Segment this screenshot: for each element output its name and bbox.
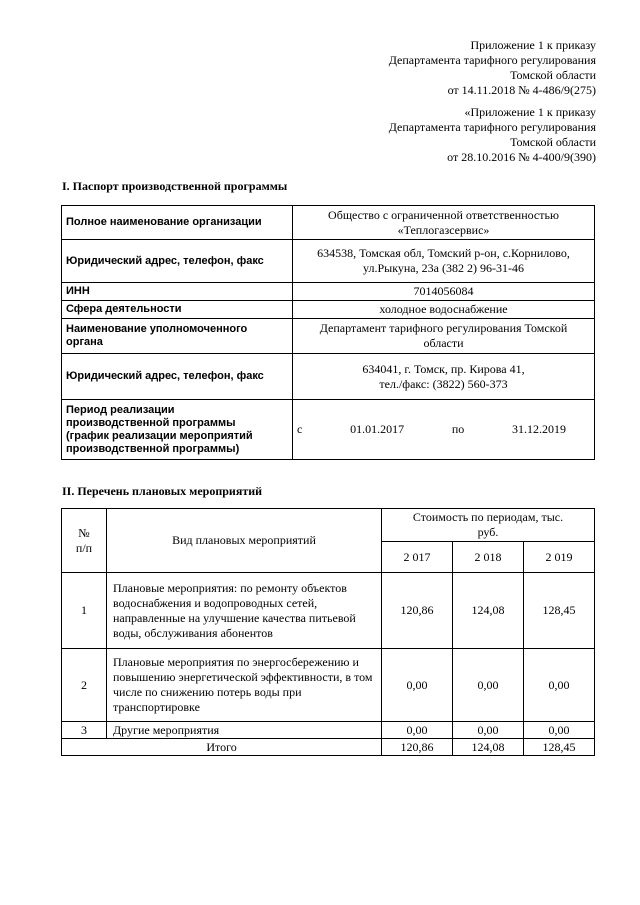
table-row — [62, 240, 595, 283]
cost-value: 0,00 — [524, 722, 595, 739]
cost-value: 124,08 — [453, 573, 524, 649]
header-line: «Приложение 1 к приказу — [464, 105, 596, 119]
section1-title: I. Паспорт производственной программы — [62, 179, 288, 193]
description-line: числе по снижению потерь воды при — [113, 685, 302, 699]
section2-title: II. Перечень плановых мероприятий — [62, 484, 263, 498]
authority-value-line: области — [423, 336, 464, 350]
cost-value: 0,00 — [382, 722, 453, 739]
authority-label-line: Наименование уполномоченного — [66, 323, 248, 335]
table-row — [62, 573, 595, 649]
head-cost-line: Стоимость по периодам, тыс. — [412, 510, 564, 524]
head-number — [62, 509, 107, 573]
cost-value: 0,00 — [382, 649, 453, 722]
head-number-line: № — [78, 525, 90, 540]
total-value: 120,86 — [382, 739, 453, 756]
header-line: от 14.11.2018 № 4-486/9(275) — [447, 83, 596, 97]
header-line: Департамента тарифного регулирования — [388, 53, 596, 67]
description-line: транспортировке — [113, 700, 200, 714]
header-line: Приложение 1 к приказу — [470, 38, 596, 52]
row-number: 2 — [62, 649, 107, 722]
period-label-line: Период реализации — [66, 403, 175, 416]
description-line: Плановые мероприятия по энергосбережению и — [113, 655, 359, 669]
head-type: Вид плановых мероприятий — [107, 509, 382, 573]
row-description — [107, 649, 382, 722]
org-address-line: 634538, Томская обл, Томский р-он, с.Корнилово, — [317, 246, 570, 260]
authority-address-label: Юридический адрес, телефон, факс — [62, 354, 293, 400]
description-line: направленные на улучшение качества питьевой — [113, 610, 356, 625]
period-label — [62, 400, 293, 460]
total-value: 124,08 — [453, 739, 524, 756]
period-from-word: с — [297, 422, 303, 436]
org-name-line: Общество с ограниченной ответственностью — [328, 207, 559, 222]
cost-value: 0,00 — [453, 649, 524, 722]
header-line: от 28.10.2016 № 4-400/9(390) — [447, 150, 596, 164]
row-description — [107, 573, 382, 649]
org-name-line: «Теплогазсервис» — [397, 222, 490, 237]
passport-table — [61, 205, 595, 460]
header-line: Департамента тарифного регулирования — [388, 120, 596, 134]
year-2018: 2 018 — [453, 542, 524, 573]
period-from: 01.01.2017 — [350, 422, 405, 436]
authority-label-line: органа — [66, 336, 103, 348]
planned-measures-table — [61, 508, 595, 756]
description-line: Плановые мероприятия: по ремонту объектов — [113, 580, 347, 595]
org-name-label: Полное наименование организации — [62, 206, 293, 240]
year-2017: 2 017 — [382, 542, 453, 573]
period-range — [297, 422, 590, 437]
period-value — [293, 400, 595, 460]
authority-label — [62, 319, 293, 354]
org-address-label: Юридический адрес, телефон, факс — [62, 240, 293, 283]
inn-label: ИНН — [62, 283, 293, 301]
header-line: Томской области — [510, 68, 596, 82]
cost-value: 0,00 — [524, 649, 595, 722]
sphere-label: Сфера деятельности — [62, 301, 293, 319]
table-head-row — [62, 509, 595, 542]
cost-value: 0,00 — [453, 722, 524, 739]
header-line: Томской области — [510, 135, 596, 149]
order-header-current — [389, 38, 596, 98]
description-line: водоснабжения и водопроводных сетей, — [113, 595, 318, 610]
period-to: 31.12.2019 — [512, 422, 566, 436]
head-cost-line: руб. — [477, 525, 499, 539]
table-row — [62, 206, 595, 240]
table-row — [62, 400, 595, 460]
table-row — [62, 649, 595, 722]
cost-value: 128,45 — [524, 573, 595, 649]
total-label: Итого — [62, 739, 382, 756]
org-address-value — [293, 240, 595, 283]
order-header-previous — [389, 105, 596, 165]
org-name-value — [293, 206, 595, 240]
inn-value: 7014056084 — [293, 283, 595, 301]
head-cost — [382, 509, 595, 542]
description-line: Другие мероприятия — [113, 722, 220, 737]
period-label-line: производственной программы — [66, 416, 236, 429]
row-number: 1 — [62, 573, 107, 649]
authority-address-line: 634041, г. Томск, пр. Кирова 41, — [362, 361, 525, 376]
row-description — [107, 722, 382, 739]
cost-value: 120,86 — [382, 573, 453, 649]
table-row — [62, 354, 595, 400]
table-row — [62, 722, 595, 739]
row-number: 3 — [62, 722, 107, 739]
authority-address-line: тел./факс: (3822) 560-373 — [379, 376, 508, 391]
period-to-word: по — [451, 422, 465, 436]
period-label-line: (график реализации мероприятий — [66, 429, 253, 442]
total-row — [62, 739, 595, 756]
period-label-line: производственной программы) — [66, 442, 240, 455]
total-value: 128,45 — [524, 739, 595, 756]
org-address-line: ул.Рыкуна, 23а (382 2) 96-31-46 — [363, 261, 524, 275]
sphere-value: холодное водоснабжение — [293, 301, 595, 319]
authority-value — [293, 319, 595, 354]
table-row — [62, 283, 595, 301]
table-row — [62, 319, 595, 354]
authority-value-line: Департамент тарифного регулирования Томской — [319, 321, 568, 335]
year-2019: 2 019 — [524, 542, 595, 573]
description-line: воды, обслуживания абонентов — [113, 625, 273, 640]
authority-address-value — [293, 354, 595, 400]
table-row — [62, 301, 595, 319]
description-line: повышению энергетической эффективности, в том — [113, 670, 373, 684]
head-number-line: п/п — [75, 540, 93, 555]
